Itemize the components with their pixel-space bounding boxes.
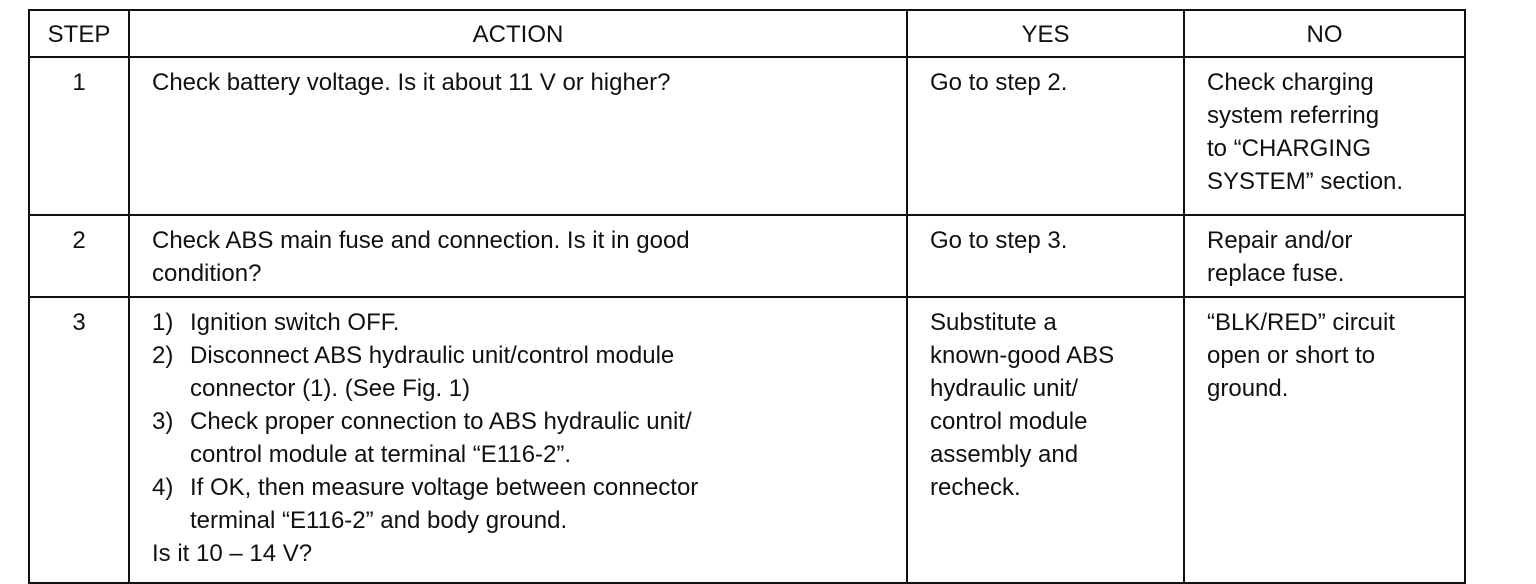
table-row bbox=[29, 57, 1465, 215]
yes-text-line: recheck. bbox=[930, 474, 1021, 501]
no-text-line: ground. bbox=[1207, 375, 1289, 402]
substep-item bbox=[152, 405, 896, 471]
no-text-line: open or short to bbox=[1207, 342, 1376, 369]
action-text-line: Check ABS main fuse and connection. Is it in good bbox=[152, 227, 690, 254]
substep-item bbox=[152, 306, 896, 339]
action-substeps bbox=[152, 306, 896, 537]
no-text-line: Check charging bbox=[1207, 69, 1374, 96]
yes-cell bbox=[907, 297, 1184, 583]
substep-line: Check proper connection to ABS hydraulic unit/ bbox=[190, 408, 692, 435]
no-text-line: SYSTEM” section. bbox=[1207, 168, 1404, 195]
table-row bbox=[29, 297, 1465, 583]
substep-number: 1) bbox=[152, 309, 174, 336]
substep-line: If OK, then measure voltage between connector bbox=[190, 474, 699, 501]
substep-line: Disconnect ABS hydraulic unit/control module bbox=[190, 342, 675, 369]
substep-text bbox=[190, 339, 896, 405]
header-no: NO bbox=[1184, 10, 1465, 57]
yes-text-line: assembly and bbox=[930, 441, 1079, 468]
no-text-line: Repair and/or bbox=[1207, 227, 1353, 254]
no-text-line: “BLK/RED” circuit bbox=[1207, 309, 1396, 336]
yes-text-line: Substitute a bbox=[930, 309, 1057, 336]
action-cell bbox=[129, 297, 907, 583]
no-cell bbox=[1184, 57, 1465, 215]
substep-text bbox=[190, 405, 896, 471]
action-cell bbox=[129, 215, 907, 297]
header-row bbox=[29, 10, 1465, 57]
yes-text: Go to step 3. bbox=[930, 227, 1068, 254]
yes-text-line: hydraulic unit/ bbox=[930, 375, 1079, 402]
substep-line: control module at terminal “E116-2”. bbox=[190, 441, 572, 468]
action-text: Check battery voltage. Is it about 11 V or higher? bbox=[152, 69, 671, 96]
action-question: Is it 10 – 14 V? bbox=[152, 540, 313, 567]
no-text-line: system referring bbox=[1207, 102, 1380, 129]
no-text-line: to “CHARGING bbox=[1207, 135, 1372, 162]
table-row bbox=[29, 215, 1465, 297]
no-cell bbox=[1184, 297, 1465, 583]
yes-text: Go to step 2. bbox=[930, 69, 1068, 96]
action-cell bbox=[129, 57, 907, 215]
substep-number: 4) bbox=[152, 474, 174, 501]
diagnostic-table bbox=[28, 9, 1466, 584]
substep-text bbox=[190, 471, 896, 537]
substep-line: terminal “E116-2” and body ground. bbox=[190, 507, 568, 534]
substep-text bbox=[190, 306, 896, 339]
header-yes: YES bbox=[907, 10, 1184, 57]
header-action: ACTION bbox=[129, 10, 907, 57]
yes-text-line: control module bbox=[930, 408, 1088, 435]
header-step: STEP bbox=[29, 10, 129, 57]
substep-item bbox=[152, 339, 896, 405]
substep-line: connector (1). (See Fig. 1) bbox=[190, 375, 471, 402]
no-cell bbox=[1184, 215, 1465, 297]
yes-text-line: known-good ABS bbox=[930, 342, 1115, 369]
no-text-line: replace fuse. bbox=[1207, 260, 1345, 287]
substep-number: 3) bbox=[152, 408, 174, 435]
action-text-line: condition? bbox=[152, 260, 262, 287]
yes-cell bbox=[907, 215, 1184, 297]
substep-number: 2) bbox=[152, 342, 174, 369]
step-number: 3 bbox=[29, 297, 129, 583]
step-number: 1 bbox=[29, 57, 129, 215]
substep-line: Ignition switch OFF. bbox=[190, 309, 400, 336]
substep-item bbox=[152, 471, 896, 537]
yes-cell bbox=[907, 57, 1184, 215]
step-number: 2 bbox=[29, 215, 129, 297]
